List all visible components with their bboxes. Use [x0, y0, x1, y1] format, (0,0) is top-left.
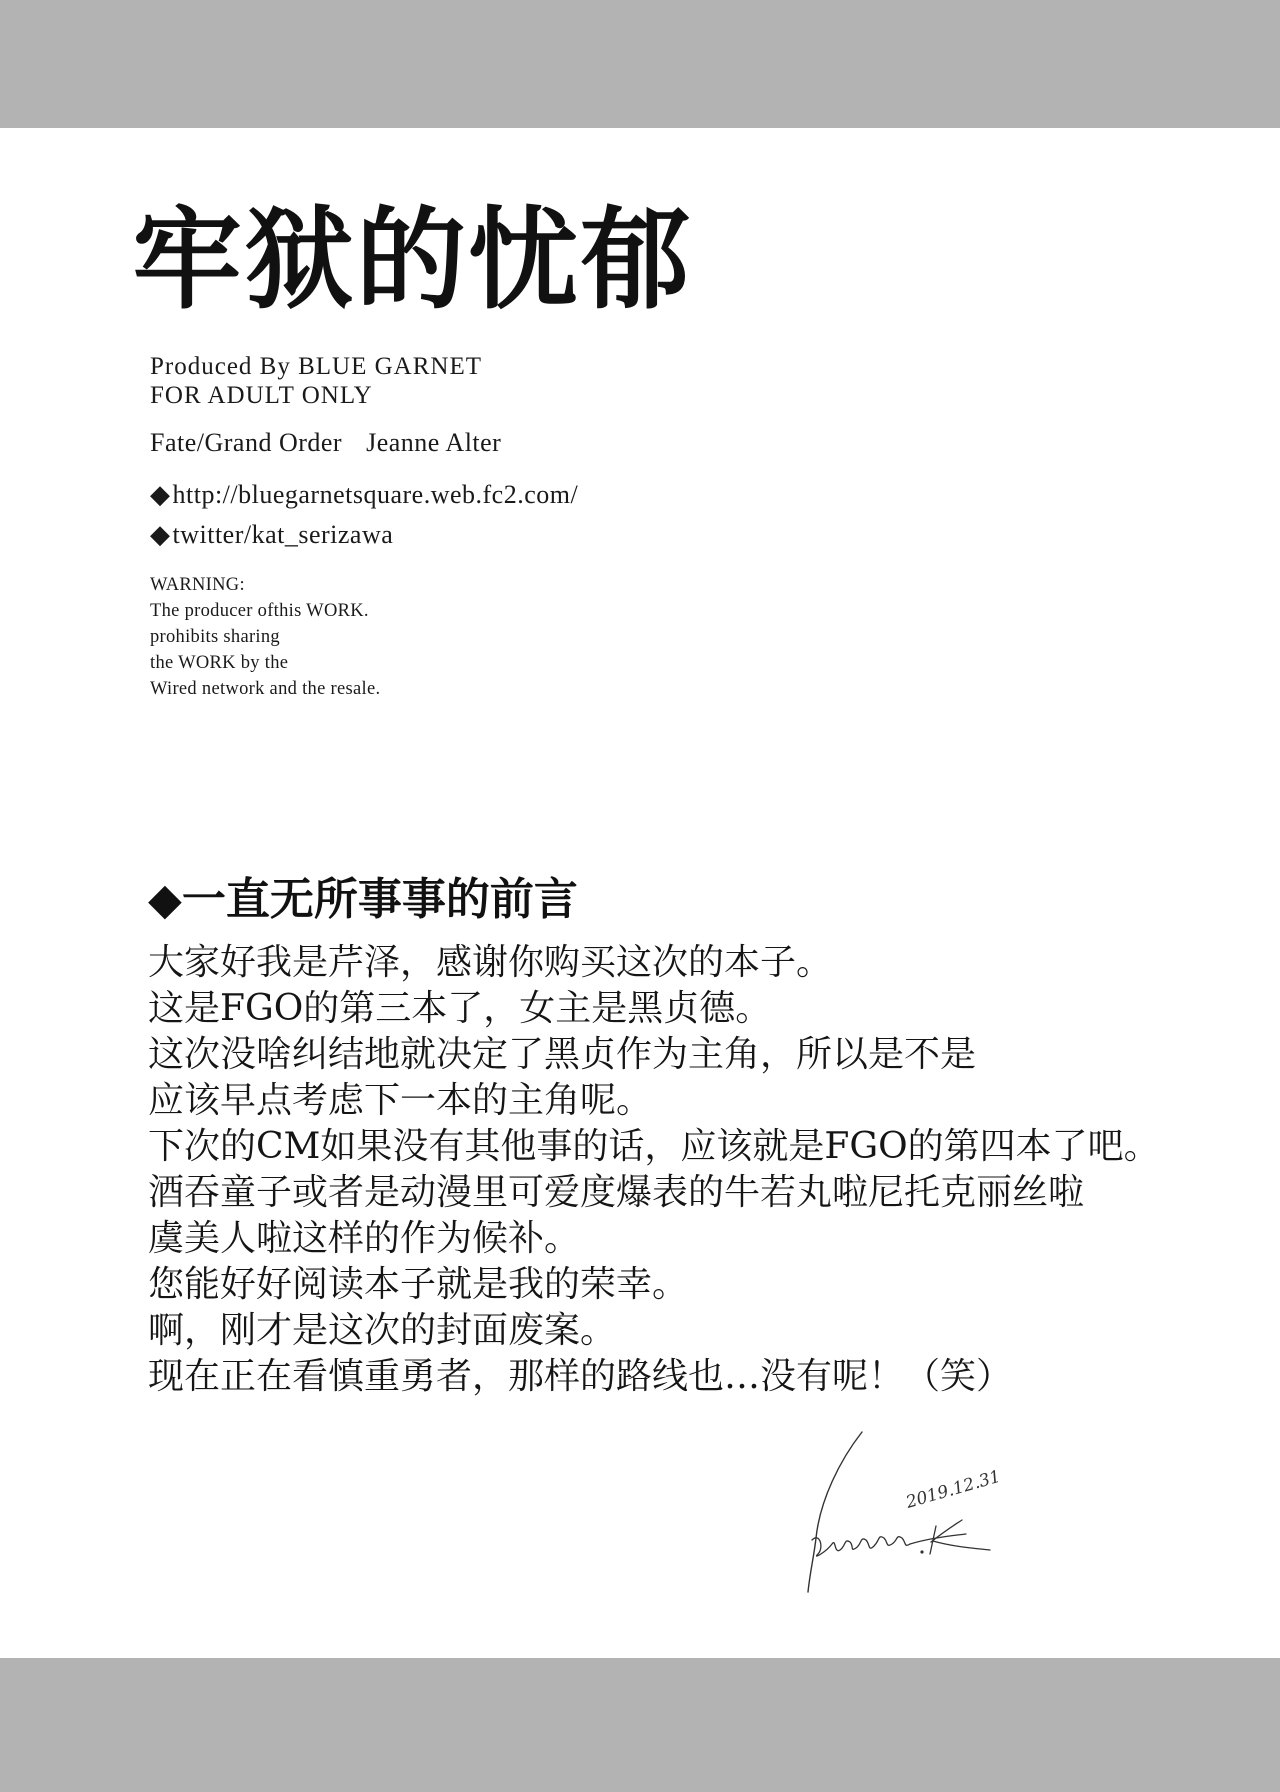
preface-line: 应该早点考虑下一本的主角呢。 — [148, 1080, 653, 1121]
preface-line: 啊，刚才是这次的封面废案。 — [148, 1310, 617, 1351]
preface-line: 下次的CM如果没有其他事的话，应该就是FGO的第四本了吧。 — [148, 1126, 1160, 1167]
book-title: 牢狱的忧郁 — [132, 195, 692, 324]
preface-line: 大家好我是芹泽，感谢你购买这次的本子。 — [148, 942, 833, 983]
character-name: Jeanne Alter — [366, 428, 502, 457]
preface-line: 这是FGO的第三本了，女主是黑贞德。 — [148, 988, 772, 1029]
warning-line: Wired network and the resale. — [150, 679, 381, 699]
adult-rating: FOR ADULT ONLY — [150, 382, 373, 409]
credits-block — [150, 352, 482, 410]
preface-line: 现在正在看慎重勇者，那样的路线也…没有呢！（笑） — [148, 1356, 1013, 1397]
website-link[interactable] — [150, 475, 578, 515]
warning-line: The producer ofthis WORK. — [150, 601, 369, 621]
bottom-margin-band — [0, 1658, 1280, 1792]
preface-line: 酒吞童子或者是动漫里可爱度爆表的牛若丸啦尼托克丽丝啦 — [148, 1172, 1085, 1213]
diamond-bullet-icon: ◆ — [150, 520, 171, 549]
producer-credit: Produced By BLUE GARNET — [150, 353, 482, 380]
franchise-name: Fate/Grand Order — [150, 428, 343, 457]
preface-line: 您能好好阅读本子就是我的荣幸。 — [148, 1264, 689, 1305]
warning-line: the WORK by the — [150, 653, 289, 673]
preface-body — [148, 940, 1178, 1400]
warning-line: prohibits sharing — [150, 627, 280, 647]
top-margin-band — [0, 0, 1280, 128]
twitter-handle: twitter/kat_serizawa — [172, 520, 394, 549]
diamond-bullet-icon: ◆ — [150, 480, 171, 509]
warning-notice — [150, 572, 380, 702]
preface-line: 这次没啥纠结地就决定了黑贞作为主角，所以是不是 — [148, 1034, 977, 1075]
links-block — [150, 475, 578, 555]
preface-line: 虞美人啦这样的作为候补。 — [148, 1218, 581, 1259]
warning-line: WARNING: — [150, 575, 245, 595]
preface-heading: ◆一直无所事事的前言 — [148, 874, 578, 925]
twitter-link[interactable] — [150, 515, 578, 555]
series-line — [150, 427, 501, 459]
signature-date: 2019.12.31 — [903, 1466, 1003, 1513]
handwritten-signature — [790, 1420, 1050, 1600]
website-url: http://bluegarnetsquare.web.fc2.com/ — [172, 480, 579, 509]
